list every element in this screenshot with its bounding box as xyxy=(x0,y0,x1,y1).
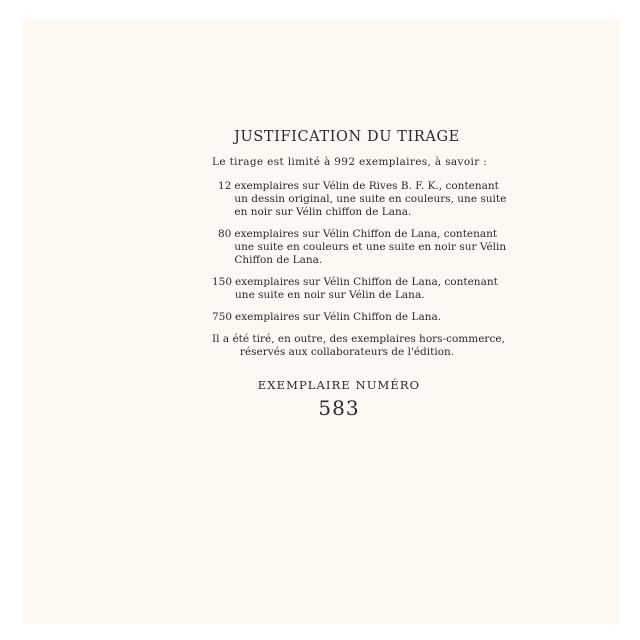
entry-count: 12 xyxy=(218,180,232,192)
edition-entry-150 xyxy=(212,276,498,302)
entry-description xyxy=(231,228,506,267)
note-line: Il a été tiré, en outre, des exemplaires hors-commerce, xyxy=(212,333,505,345)
entry-line: Chiffon de Lana. xyxy=(234,254,323,266)
edition-entry-12 xyxy=(212,180,507,219)
entry-line: en noir sur Vélin chiffon de Lana. xyxy=(234,206,412,218)
exemplaire-label: EXEMPLAIRE NUMÉRO xyxy=(257,378,421,392)
entry-line: exemplaires sur Vélin Chiffon de Lana, contenant xyxy=(235,276,498,288)
entry-description xyxy=(232,311,441,324)
justification-block xyxy=(212,129,507,359)
intro-text: Le tirage est limité à 992 exemplaires, à savoir : xyxy=(212,156,488,168)
entry-line: exemplaires sur Vélin de Rives B. F. K., contenant xyxy=(234,180,499,192)
entry-line: une suite en noir sur Vélin de Lana. xyxy=(235,289,425,301)
edition-entry-750 xyxy=(212,311,482,324)
entry-count: 750 xyxy=(212,311,233,323)
entry-line: une suite en couleurs et une suite en noir sur Vélin xyxy=(234,241,507,253)
page-title: JUSTIFICATION DU TIRAGE xyxy=(234,129,460,145)
entry-count: 150 xyxy=(212,276,233,288)
entry-line: un dessin original, une suite en couleurs, une suite xyxy=(234,193,507,205)
entry-line: exemplaires sur Vélin Chiffon de Lana, contenant xyxy=(234,228,498,240)
entry-line: exemplaires sur Vélin Chiffon de Lana. xyxy=(235,311,442,323)
note-line: réservés aux collaborateurs de l'édition. xyxy=(239,346,455,358)
entry-count: 80 xyxy=(218,228,232,240)
hors-commerce-note xyxy=(212,333,505,359)
edition-entry-80 xyxy=(212,228,507,267)
entry-description xyxy=(232,276,498,302)
entry-description xyxy=(231,180,506,219)
exemplaire-number: 583 xyxy=(318,396,360,420)
